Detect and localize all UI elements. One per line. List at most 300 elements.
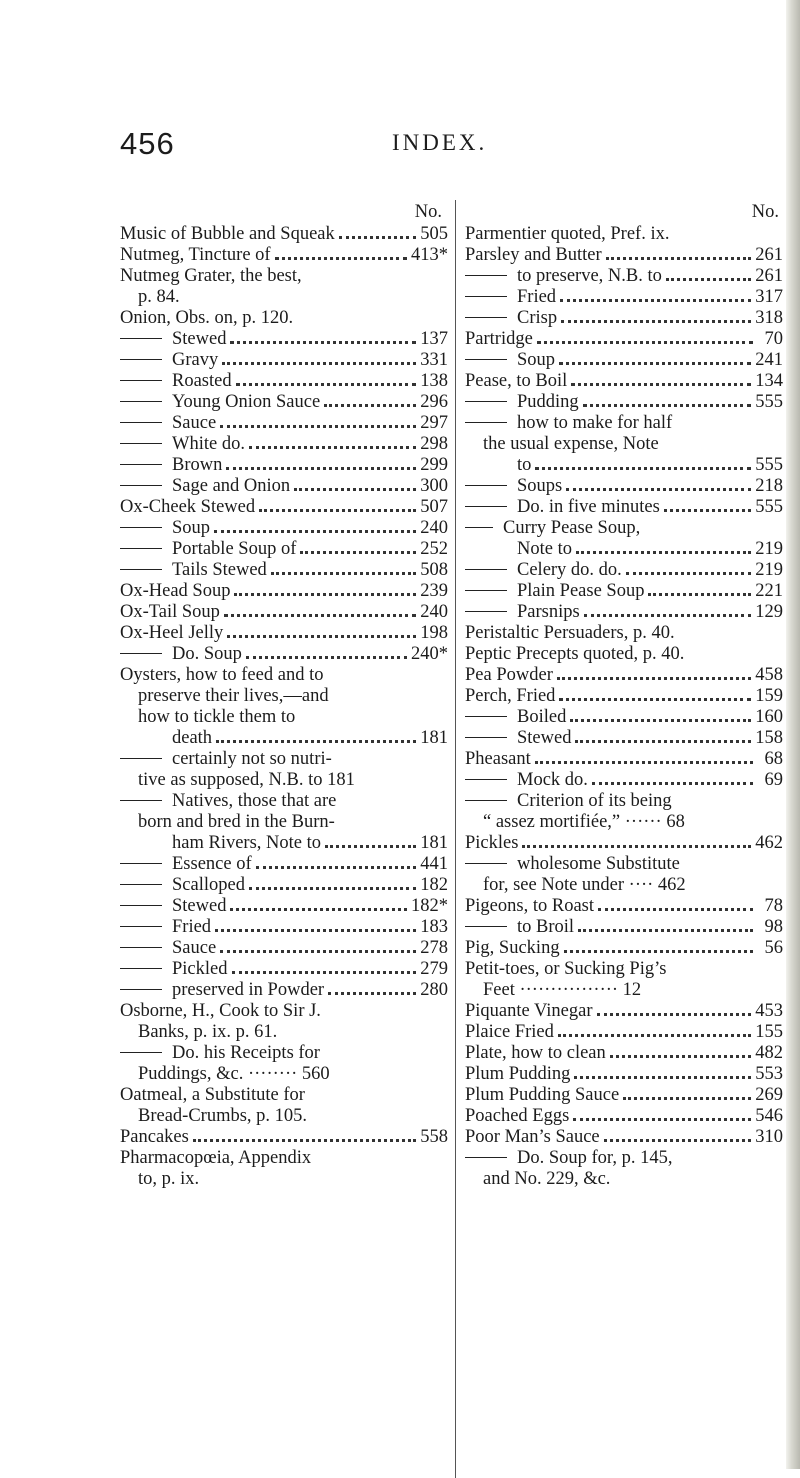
dot-leader [571,383,751,386]
entry-text: Boiled [465,707,566,727]
dot-leader [666,278,751,281]
entry-number: 269 [755,1085,783,1105]
index-entry [465,1001,783,1021]
index-entry [120,539,448,559]
entry-text: Perch, Fried [465,686,556,706]
index-entry [465,1022,783,1042]
index-entry [120,371,448,391]
dot-leader [537,341,753,344]
entry-number: 555 [755,497,783,517]
entry-text: Essence of [120,854,252,874]
entry-number: 462 [755,833,783,853]
column-divider [455,200,456,1478]
dot-leader [574,1076,751,1079]
dot-leader [560,299,751,302]
entry-continuation: p. 84. [138,287,180,307]
index-entry [120,644,448,664]
index-entry [120,581,448,601]
entry-number: 69 [764,770,783,790]
dot-leader [604,1139,752,1142]
entry-text: Pickled [120,959,228,979]
index-entry [465,287,783,307]
entry-list [465,224,783,1189]
dot-leader [230,908,407,911]
entry-number: 181 [420,728,448,748]
index-entry [465,245,783,265]
dot-leader [664,509,751,512]
entry-number: 137 [420,329,448,349]
entry-text: Piquante Vinegar [465,1001,593,1021]
entry-text: Pheasant [465,749,531,769]
entry-text: Roasted [120,371,232,391]
index-entry [465,644,783,664]
entry-text: Plain Pease Soup [465,581,644,601]
entry-text: Gravy [120,350,218,370]
index-entry [465,329,783,349]
entry-text: Stewed [120,896,226,916]
dot-leader [535,467,751,470]
entry-number: 553 [755,1064,783,1084]
entry-number: 221 [755,581,783,601]
entry-number: 558 [420,1127,448,1147]
page-title: INDEX. [392,130,488,155]
dot-leader [300,551,416,554]
index-entry [120,1001,448,1021]
entry-text: Young Onion Sauce [120,392,320,412]
entry-number: 453 [755,1001,783,1021]
index-entry [465,938,783,958]
index-entry [120,245,448,265]
index-entry [120,665,448,685]
entry-text: Tails Stewed [120,560,267,580]
dot-leader [573,1118,751,1121]
entry-text: Pig, Sucking [465,938,560,958]
dot-leader [522,845,751,848]
dot-leader [220,950,416,953]
entry-text: Pea Powder [465,665,553,685]
index-entry [465,476,783,496]
index-entry [465,308,783,328]
dot-leader [606,257,752,260]
dot-leader [234,593,416,596]
index-entry [120,476,448,496]
entry-text: Parsnips [465,602,580,622]
entry-number: 413* [411,245,448,265]
dot-leader [220,425,416,428]
entry-text: Brown [120,455,222,475]
entry-number: 240 [420,518,448,538]
index-entry [120,350,448,370]
index-entry [465,1148,783,1168]
entry-text: ham Rivers, Note to [172,833,322,853]
dot-leader [224,614,416,617]
dot-leader [216,740,416,743]
index-entry [465,413,783,433]
entry-text: Poached Eggs [465,1106,570,1126]
entry-number: 182 [420,875,448,895]
entry-text: Pudding [465,392,579,412]
index-entry [465,224,783,244]
index-entry [465,560,783,580]
dot-leader [583,404,752,407]
index-entry [120,518,448,538]
index-entry [465,581,783,601]
dot-leader [559,362,751,365]
entry-continuation: preserve their lives,—and [138,686,329,706]
entry-text: Portable Soup of [120,539,296,559]
index-entry [465,497,783,517]
entry-text: Do. his Receipts for [120,1043,320,1063]
dot-leader [626,572,751,575]
entry-text: Ox-Cheek Stewed [120,497,256,517]
entry-continuation: Feet ················ 12 [483,980,642,1000]
dot-leader [558,1034,751,1037]
entry-number: 505 [420,224,448,244]
dot-leader [275,257,407,260]
entry-number: 507 [420,497,448,517]
index-entry [465,917,783,937]
entry-text: White do. [120,434,245,454]
entry-text: Crisp [465,308,557,328]
entry-text: Sauce [120,938,216,958]
entry-number: 138 [420,371,448,391]
entry-number: 56 [764,938,783,958]
entry-text: Soups [465,476,562,496]
index-entry [465,749,783,769]
index-entry [120,749,448,769]
entry-text: Do. in five minutes [465,497,660,517]
entry-text: Sage and Onion [120,476,290,496]
index-entry [465,1043,783,1063]
dot-leader [648,593,751,596]
entry-number: 198 [420,623,448,643]
index-entry [120,728,448,748]
entry-number: 240 [420,602,448,622]
dot-leader [623,1097,751,1100]
dot-leader [249,887,416,890]
entry-text: Fried [120,917,211,937]
dot-leader [597,1013,752,1016]
entry-text: Pigeons, to Roast [465,896,594,916]
entry-number: 261 [755,266,783,286]
entry-text: Music of Bubble and Squeak [120,224,335,244]
dot-leader [576,551,751,554]
entry-text: Curry Pease Soup, [465,518,640,538]
index-entry [465,770,783,790]
index-entry [465,266,783,286]
entry-text: Scalloped [120,875,245,895]
dot-leader [557,677,751,680]
entry-text: Nutmeg Grater, the best, [120,266,302,286]
dot-leader [259,509,416,512]
entry-text: wholesome Substitute [465,854,680,874]
index-entry [465,959,783,979]
entry-number: 182* [411,896,448,916]
entry-continuation: how to tickle them to [138,707,296,727]
dot-leader [256,866,417,869]
dot-leader [339,236,416,239]
dot-leader [236,383,417,386]
entry-number: 70 [764,329,783,349]
entry-text: Sauce [120,413,216,433]
entry-text: Peptic Precepts quoted, p. 40. [465,644,685,664]
dot-leader [294,488,416,491]
dot-leader [584,614,752,617]
entry-number: 252 [420,539,448,559]
entry-text: Fried [465,287,556,307]
entry-number: 555 [755,455,783,475]
index-entry [465,602,783,622]
dot-leader [328,992,416,995]
dot-leader [325,845,416,848]
index-entry [465,539,783,559]
entry-text: Pease, to Boil [465,371,568,391]
entry-number: 317 [755,287,783,307]
entry-text: Mock do. [465,770,588,790]
index-entry [465,665,783,685]
entry-number: 239 [420,581,448,601]
index-entry [465,1085,783,1105]
entry-text: Plate, how to clean [465,1043,606,1063]
dot-leader [246,656,407,659]
entry-text: Soup [465,350,555,370]
index-entry [120,623,448,643]
index-entry [120,1043,448,1063]
index-entry [120,917,448,937]
entry-text: Natives, those that are [120,791,336,811]
entry-continuation: born and bred in the Burn- [138,812,335,832]
entry-text: to [517,455,532,475]
entry-continuation: and No. 229, &c. [483,1169,611,1189]
index-entry [120,980,448,1000]
index-entry [465,686,783,706]
index-entry [120,329,448,349]
index-column-left [120,200,448,1190]
entry-number: 546 [755,1106,783,1126]
index-entry [120,791,448,811]
dot-leader [227,635,416,638]
index-entry [120,497,448,517]
entry-number: 261 [755,245,783,265]
entry-text: Note to [517,539,572,559]
dot-leader [214,530,416,533]
entry-number: 134 [755,371,783,391]
index-entry [465,791,783,811]
index-entry [120,224,448,244]
entry-number: 297 [420,413,448,433]
entry-continuation: Banks, p. ix. p. 61. [138,1022,278,1042]
index-entry [120,938,448,958]
entry-text: Pharmacopœia, Appendix [120,1148,312,1168]
entry-text: Oysters, how to feed and to [120,665,324,685]
index-entry [120,434,448,454]
index-entry [120,896,448,916]
entry-number: 279 [420,959,448,979]
dot-leader [249,446,416,449]
entry-text: Criterion of its being [465,791,672,811]
entry-continuation: for, see Note under ···· 462 [483,875,686,895]
entry-number: 278 [420,938,448,958]
entry-number: 441 [420,854,448,874]
entry-number: 296 [420,392,448,412]
index-column-right [465,200,783,1190]
entry-number: 318 [755,308,783,328]
index-entry [465,371,783,391]
entry-text: Plum Pudding [465,1064,571,1084]
entry-text: Stewed [120,329,226,349]
dot-leader [561,320,751,323]
column-heading: No. [751,202,779,222]
entry-number: 183 [420,917,448,937]
entry-number: 218 [755,476,783,496]
index-entry [465,1127,783,1147]
entry-number: 155 [755,1022,783,1042]
entry-number: 331 [420,350,448,370]
entry-number: 158 [755,728,783,748]
dot-leader [598,908,753,911]
index-entry [465,1106,783,1126]
dot-leader [230,341,416,344]
entry-list [120,224,448,1189]
entry-number: 219 [755,539,783,559]
entry-number: 300 [420,476,448,496]
column-heading: No. [414,202,442,222]
dot-leader [564,950,753,953]
entry-text: Nutmeg, Tincture of [120,245,271,265]
entry-text: Peristaltic Persuaders, p. 40. [465,623,675,643]
entry-text: death [172,728,213,748]
index-entry [120,266,448,286]
entry-continuation: Puddings, &c. ········ 560 [138,1064,330,1084]
index-entry [465,854,783,874]
entry-text: Parsley and Butter [465,245,602,265]
entry-number: 508 [420,560,448,580]
entry-text: to Broil [465,917,574,937]
index-entry [465,518,783,538]
index-entry [120,455,448,475]
entry-text: Partridge [465,329,533,349]
entry-continuation: the usual expense, Note [483,434,659,454]
dot-leader [215,929,416,932]
index-entry [465,623,783,643]
entry-continuation: “ assez mortifiée,” ······ 68 [483,812,685,832]
entry-text: Oatmeal, a Substitute for [120,1085,305,1105]
entry-number: 555 [755,392,783,412]
entry-text: Pickles [465,833,519,853]
index-entry [120,1085,448,1105]
entry-text: Do. Soup for, p. 145, [465,1148,672,1168]
entry-text: Poor Man’s Sauce [465,1127,600,1147]
index-entry [465,833,783,853]
dot-leader [232,971,417,974]
index-entry [465,350,783,370]
entry-text: Petit-toes, or Sucking Pig’s [465,959,667,979]
entry-text: Soup [120,518,210,538]
entry-number: 78 [764,896,783,916]
index-entry [120,560,448,580]
dot-leader [566,488,751,491]
entry-number: 298 [420,434,448,454]
index-entry [465,728,783,748]
entry-text: Stewed [465,728,571,748]
entry-number: 98 [764,917,783,937]
entry-number: 219 [755,560,783,580]
entry-number: 240* [411,644,448,664]
dot-leader [271,572,416,575]
index-entry [465,392,783,412]
index-entry [120,413,448,433]
entry-number: 482 [755,1043,783,1063]
index-entry [120,875,448,895]
entry-text: preserved in Powder [120,980,324,1000]
index-entry [120,959,448,979]
entry-text: Ox-Heel Jelly [120,623,224,643]
dot-leader [575,740,751,743]
dot-leader [559,698,751,701]
index-entry [120,1127,448,1147]
page-edge-shadow [786,0,800,1469]
entry-number: 310 [755,1127,783,1147]
index-entry [465,896,783,916]
index-entry [120,308,448,328]
index-entry [120,1148,448,1168]
entry-text: to preserve, N.B. to [465,266,662,286]
entry-text: Celery do. do. [465,560,622,580]
entry-continuation: tive as supposed, N.B. to 181 [138,770,355,790]
entry-text: Plum Pudding Sauce [465,1085,620,1105]
index-entry [120,833,448,853]
entry-text: Osborne, H., Cook to Sir J. [120,1001,321,1021]
entry-continuation: to, p. ix. [138,1169,200,1189]
dot-leader [535,761,753,764]
page-header [120,126,680,166]
index-entry [120,854,448,874]
entry-text: Plaice Fried [465,1022,554,1042]
entry-text: Onion, Obs. on, p. 120. [120,308,294,328]
entry-number: 160 [755,707,783,727]
page-number: 456 [120,126,175,161]
entry-number: 181 [420,833,448,853]
entry-text: Parmentier quoted, Pref. ix. [465,224,670,244]
entry-number: 129 [755,602,783,622]
entry-number: 159 [755,686,783,706]
entry-text: Ox-Head Soup [120,581,231,601]
entry-number: 458 [755,665,783,685]
dot-leader [592,782,753,785]
index-entry [120,392,448,412]
entry-number: 280 [420,980,448,1000]
entry-text: certainly not so nutri- [120,749,332,769]
entry-number: 68 [764,749,783,769]
entry-number: 241 [755,350,783,370]
index-entry [120,602,448,622]
entry-text: how to make for half [465,413,672,433]
dot-leader [578,929,753,932]
dot-leader [570,719,751,722]
index-entry [465,455,783,475]
dot-leader [610,1055,751,1058]
entry-text: Ox-Tail Soup [120,602,220,622]
dot-leader [324,404,416,407]
entry-text: Do. Soup [120,644,242,664]
entry-text: Pancakes [120,1127,189,1147]
dot-leader [193,1139,416,1142]
entry-continuation: Bread-Crumbs, p. 105. [138,1106,308,1126]
dot-leader [222,362,416,365]
index-entry [465,1064,783,1084]
index-entry [465,707,783,727]
entry-number: 299 [420,455,448,475]
